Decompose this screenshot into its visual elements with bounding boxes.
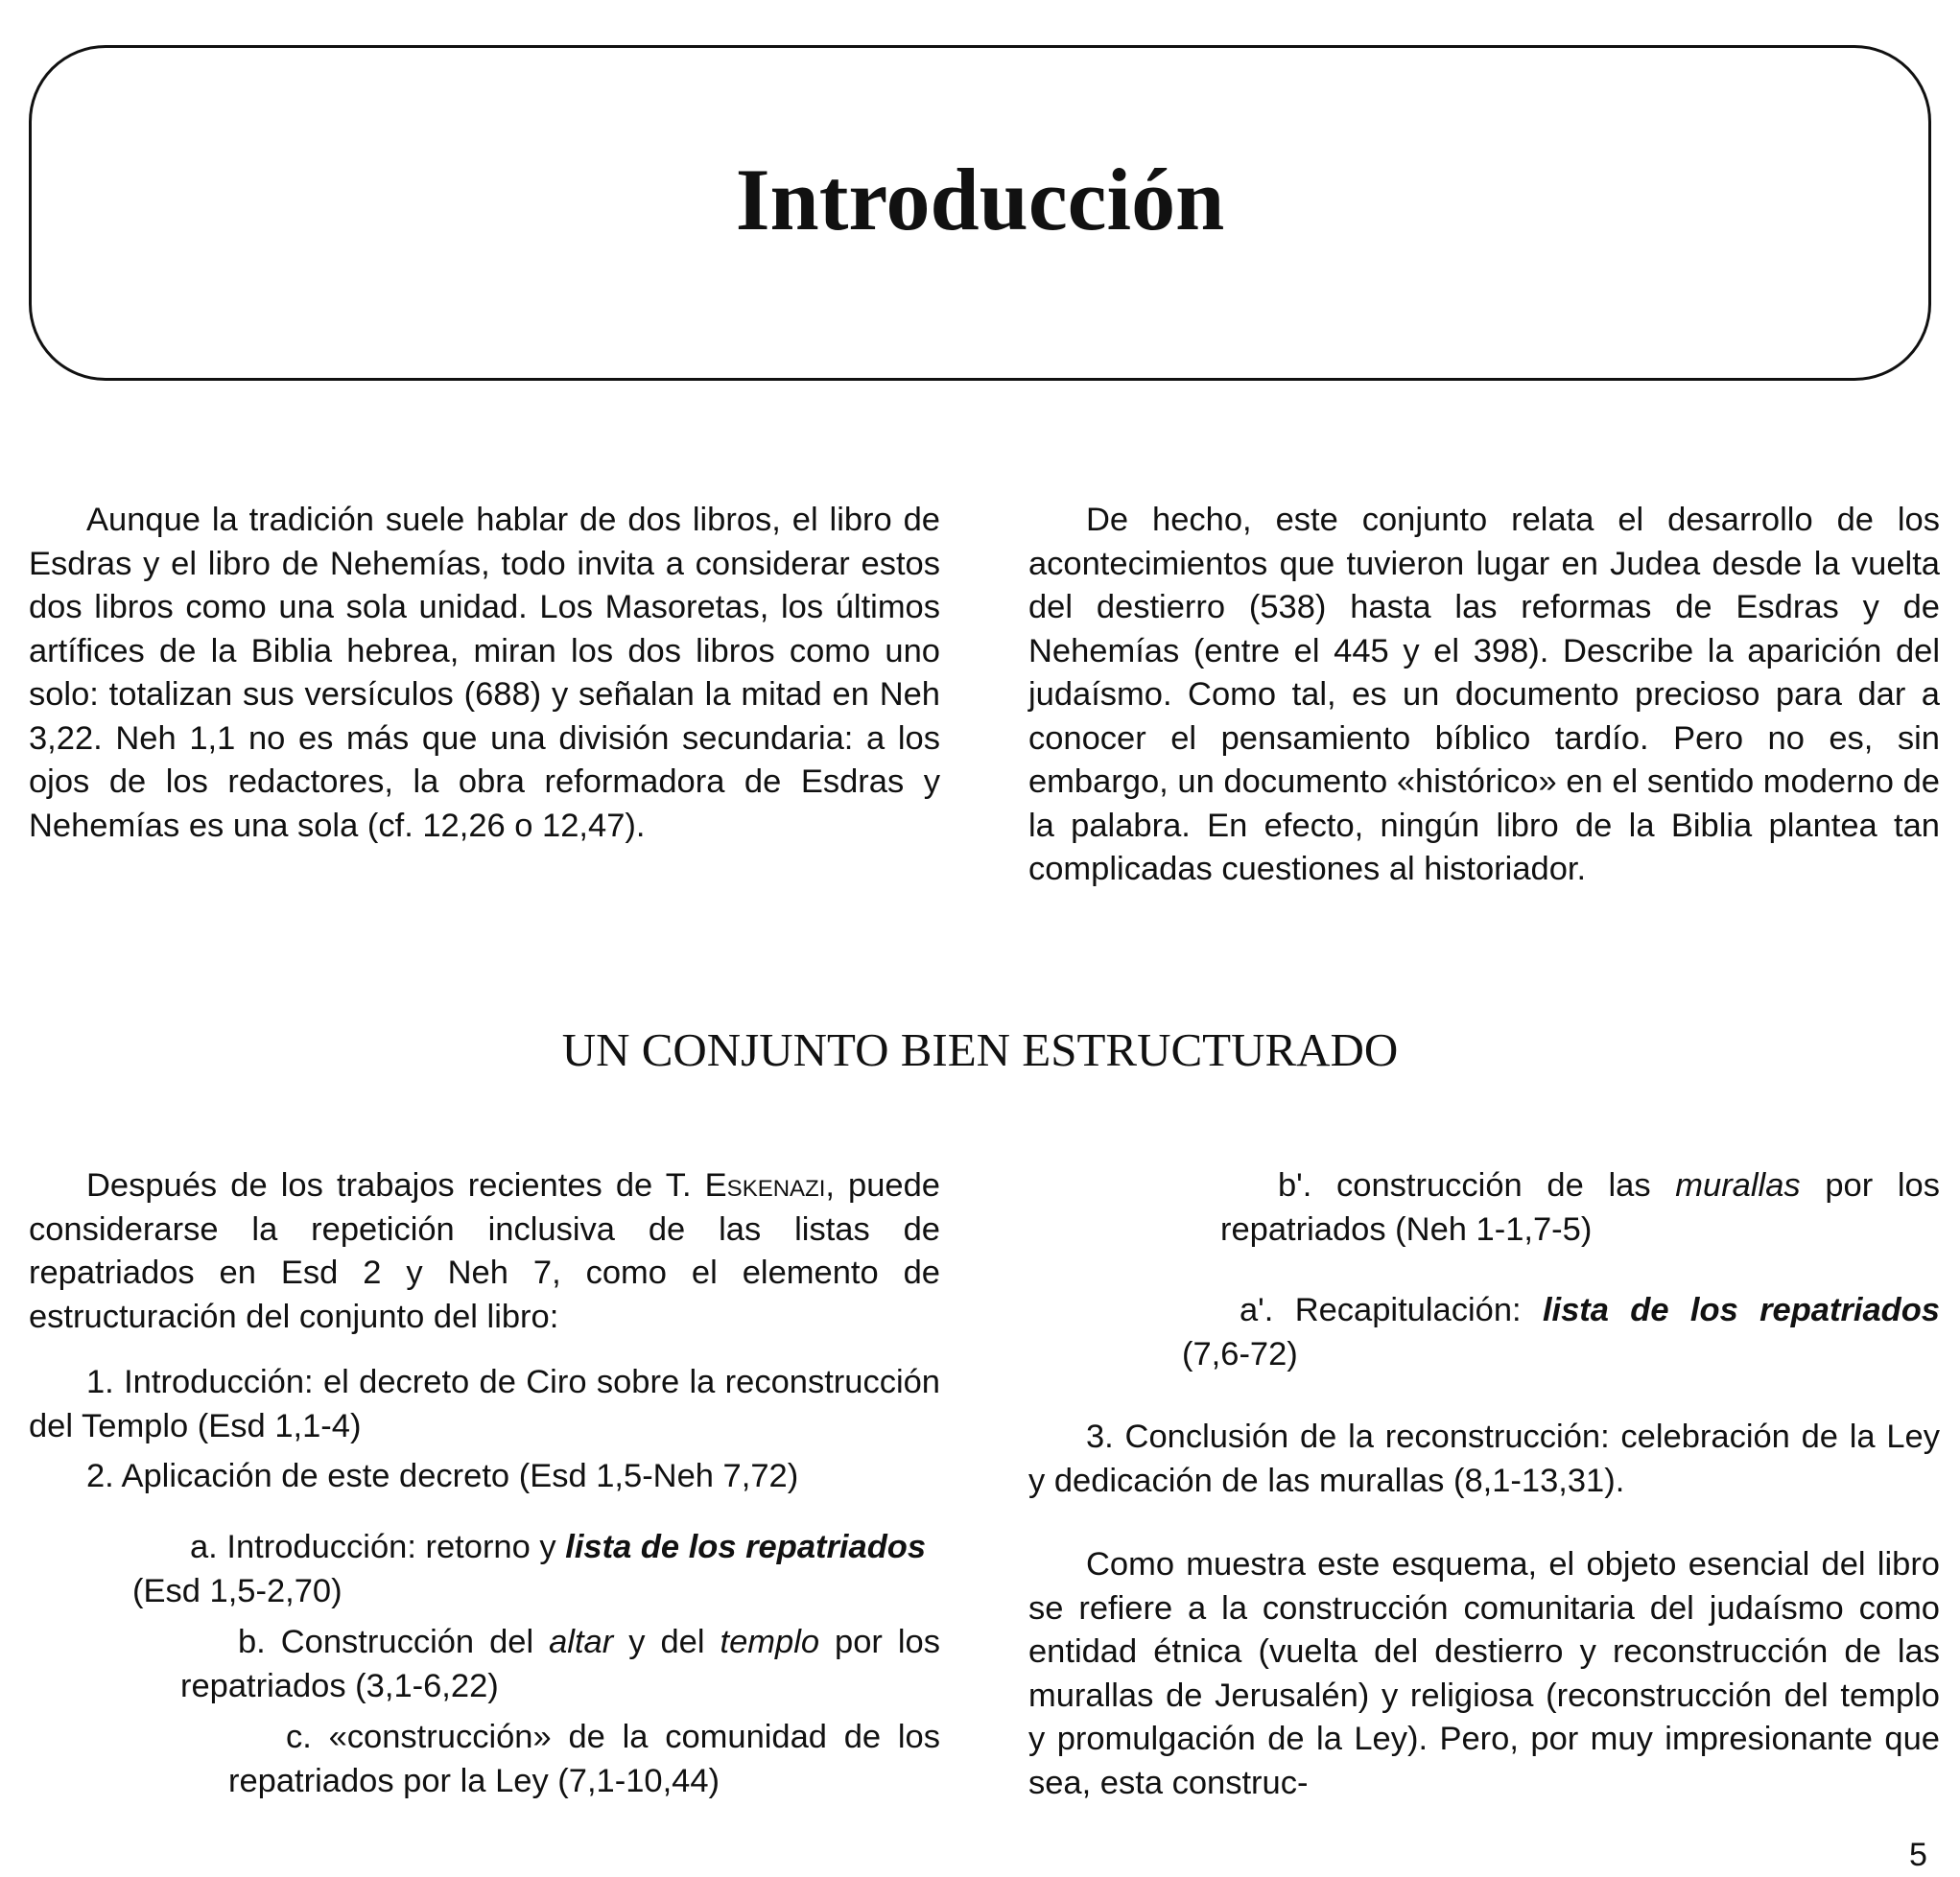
author-name: Eskenazi bbox=[704, 1167, 826, 1204]
item-a-prime-emphasis: lista de los repatriados bbox=[1542, 1292, 1940, 1328]
intro-paragraph-left: Aunque la tradición suele hablar de dos libros, el libro de Esdras y el libro de Nehemías, todo invita a considerar estos dos libros como una sola unidad. Los Masoretas, los últimos artífices de la Biblia hebrea, miran los dos libros como uno solo: totalizan sus versículos (688) y señalan la mitad en Neh 3,22. Neh 1,1 no es más que una división secundaria: a los ojos de los redactores, la obra reformadora de Esdras y Nehemías es una sola (cf. 12,26 o 12,47). bbox=[29, 502, 940, 844]
item-a-text-after: (Esd 1,5-2,70) bbox=[132, 1572, 342, 1609]
item-b-label: b. bbox=[238, 1624, 266, 1660]
outline-item-b-prime bbox=[1220, 1164, 1940, 1252]
outline-item-a bbox=[132, 1526, 940, 1613]
item-a-label: a. bbox=[190, 1529, 218, 1565]
item-b-prime-text-after: por los repatriados (Neh 1-1,7-5) bbox=[1220, 1167, 1940, 1248]
intro-paragraph-right: De hecho, este conjunto relata el desarrollo de los acontecimientos que tuvieron lugar en Judea desde la vuelta del destierro (538) hasta las reformas de Esdras y de Nehemías (entre el 445 y el 398). Describe la aparición del judaísmo. Como tal, es un documento precioso para dar a conocer el pensamiento bíblico tardío. Pero no es, sin embargo, un documento «histórico» en el sentido moderno de la palabra. En efecto, ningún libro de la Biblia plantea tan complicadas cuestiones al historiador. bbox=[1028, 502, 1940, 887]
item-b-text-after: por los repatriados (3,1-6,22) bbox=[180, 1624, 940, 1704]
item-c-label: c. bbox=[286, 1719, 312, 1755]
item-a-prime-text-after: (7,6-72) bbox=[1182, 1335, 1298, 1373]
outline-item-b bbox=[180, 1621, 940, 1708]
outline-item-c bbox=[228, 1716, 940, 1803]
item-a-text-before: Introducción: retorno y bbox=[226, 1529, 566, 1565]
item-b-prime-label: b'. bbox=[1278, 1167, 1312, 1204]
intro-left-column bbox=[29, 499, 940, 848]
item-b-prime-emphasis: murallas bbox=[1675, 1167, 1801, 1204]
structure-right-column bbox=[1028, 1164, 1940, 1801]
outline-item-2: 2. Aplicación de este decreto (Esd 1,5-Neh 7,72) bbox=[86, 1458, 799, 1494]
item-a-emphasis: lista de los repatriados bbox=[565, 1529, 927, 1565]
lead-text-before: Después de los trabajos recientes de T. bbox=[86, 1167, 705, 1204]
closing-paragraph: Como muestra este esquema, el objeto esencial del libro se refiere a la construcción comunitaria del judaísmo como entidad étnica (vuelta del destierro y reconstrucción de las murallas de Jerusalén) y religiosa (reconstrucción del templo y promulgación de la Ley). Pero, por muy impresionante que sea, esta construc- bbox=[1028, 1546, 1940, 1801]
item-b-emphasis-altar: altar bbox=[549, 1624, 614, 1660]
intro-right-column bbox=[1028, 499, 1940, 892]
outline-item-3: 3. Conclusión de la reconstrucción: celebración de la Ley y dedicación de las murallas (8,1-13,31). bbox=[1028, 1419, 1940, 1499]
item-b-text-before: Construcción del bbox=[280, 1624, 550, 1660]
item-b-text-middle: y del bbox=[613, 1624, 720, 1660]
structure-lead-paragraph bbox=[29, 1164, 940, 1339]
item-a-prime-text-before: Recapitulación: bbox=[1294, 1292, 1543, 1328]
item-b-prime-text-before: construcción de las bbox=[1336, 1167, 1676, 1204]
page-title: Introducción bbox=[735, 151, 1225, 248]
outline-item-1: 1. Introducción: el decreto de Ciro sobre la reconstrucción del Templo (Esd 1,1-4) bbox=[29, 1364, 940, 1444]
lead-text-after: , puede considerarse la repetición inclusiva de las listas de repatriados en Esd 2 y Neh 7, como el elemento de estructuración del conjunto del libro: bbox=[29, 1167, 940, 1335]
page-number: 5 bbox=[1909, 1837, 1927, 1873]
structure-left-column bbox=[29, 1164, 940, 1799]
item-c-text: «construcción» de la comunidad de los repatriados por la Ley (7,1-10,44) bbox=[228, 1719, 940, 1799]
section-heading: UN CONJUNTO BIEN ESTRUCTURADO bbox=[561, 1023, 1399, 1076]
title-frame bbox=[29, 45, 1931, 381]
item-b-emphasis-templo: templo bbox=[720, 1624, 820, 1660]
item-a-prime-label: a'. bbox=[1240, 1292, 1274, 1328]
outline-item-a-prime bbox=[1182, 1289, 1940, 1376]
